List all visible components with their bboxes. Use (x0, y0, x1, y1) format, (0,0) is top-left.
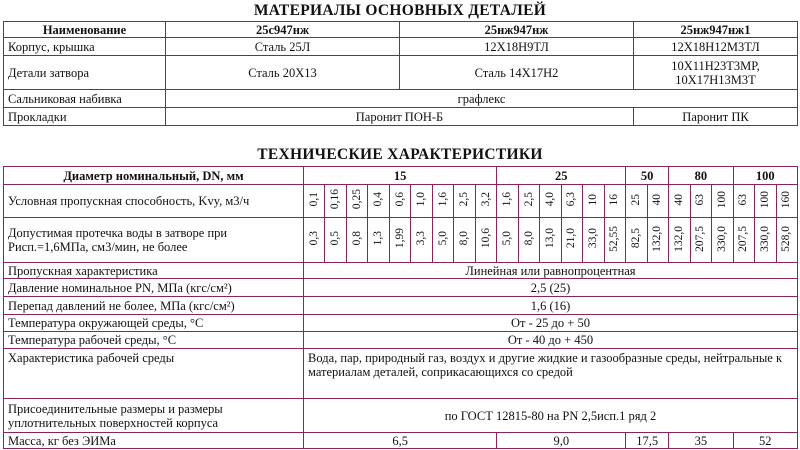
kvy-cell (432, 185, 453, 218)
kvy-cell (669, 185, 690, 218)
kvy-cell (583, 185, 604, 218)
kvy-cell (325, 185, 346, 218)
materials-title: МАТЕРИАЛЫ ОСНОВНЫХ ДЕТАЛЕЙ (253, 2, 547, 19)
leak-value: 207,5 (737, 225, 750, 252)
kvy-cell (368, 185, 389, 218)
materials-header-model-1: 25с947нж (166, 22, 400, 38)
leak-cell (432, 218, 453, 263)
leak-cell (604, 218, 626, 263)
leak-cell (755, 218, 776, 263)
kvy-cell (604, 185, 626, 218)
ambient-row (4, 315, 798, 332)
leak-cell (411, 218, 432, 263)
kvy-value: 10 (586, 193, 599, 206)
kvy-value: 4,0 (544, 192, 557, 207)
leak-value: 207,5 (694, 225, 707, 252)
drop-row (4, 297, 798, 315)
connection-row (4, 399, 798, 433)
dn-15: 15 (304, 167, 497, 185)
pressure-row (4, 279, 798, 297)
leak-value: 528,0 (780, 225, 793, 252)
row-label: Прокладки (4, 108, 166, 126)
kvy-cell (454, 185, 475, 218)
materials-row-trim (4, 56, 798, 90)
kvy-row (4, 185, 798, 218)
kvy-value: 1,6 (501, 192, 514, 207)
kvy-value: 0,1 (307, 192, 320, 207)
kvy-cell (755, 185, 776, 218)
kvy-cell (389, 185, 410, 218)
cell: Сталь 25Л (166, 38, 400, 56)
materials-row-packing (4, 90, 798, 108)
leak-cell (454, 218, 475, 263)
materials-header-model-3: 25нж947нж1 (634, 22, 798, 38)
row-label: Масса, кг без ЭИМа (4, 433, 304, 449)
leak-cell (475, 218, 497, 263)
kvy-cell (304, 185, 325, 218)
row-label: Давление номинальное PN, МПа (кгс/см²) (4, 279, 304, 297)
cell: графлекс (166, 90, 798, 108)
kvy-cell (411, 185, 432, 218)
kvy-cell (497, 185, 518, 218)
leak-cell (389, 218, 410, 263)
kvy-value: 16 (608, 193, 621, 206)
cell: Паронит ПОН-Б (166, 108, 634, 126)
leak-value: 8,0 (522, 231, 535, 246)
leak-value: 5,0 (501, 231, 514, 246)
kvy-cell (690, 185, 711, 218)
leak-cell (776, 218, 797, 263)
leak-cell (346, 218, 367, 263)
leak-row (4, 218, 798, 263)
kvy-cell (561, 185, 582, 218)
dn-label: Диаметр номинальный, DN, мм (4, 167, 304, 185)
kvy-value: 100 (758, 190, 771, 209)
dn-25: 25 (497, 167, 626, 185)
leak-value: 5,0 (436, 231, 449, 246)
kvy-value: 0,25 (350, 189, 363, 210)
leak-cell (669, 218, 690, 263)
leak-value: 1,3 (372, 231, 385, 246)
leak-value: 1,99 (393, 228, 406, 249)
leak-cell (325, 218, 346, 263)
dn-100: 100 (733, 167, 797, 185)
kvy-cell (475, 185, 497, 218)
leak-value: 10,6 (479, 228, 492, 249)
leak-value: 82,5 (629, 228, 642, 249)
leak-cell (690, 218, 711, 263)
kvy-value: 2,5 (522, 192, 535, 207)
materials-row-body (4, 38, 798, 56)
cell: От - 40 до + 450 (304, 332, 798, 349)
kvy-value: 63 (694, 193, 707, 206)
leak-value: 0,8 (350, 231, 363, 246)
kvy-cell (712, 185, 734, 218)
leak-value: 0,5 (329, 231, 342, 246)
leak-cell (368, 218, 389, 263)
row-label: Характеристика рабочей среды (4, 349, 304, 399)
row-label: Температура рабочей среды, °С (4, 332, 304, 349)
row-label: Корпус, крышка (4, 38, 166, 56)
cell: 12Х18Н12М3ТЛ (634, 38, 798, 56)
leak-cell (304, 218, 325, 263)
specs-title: ТЕХНИЧЕСКИЕ ХАРАКТЕРИСТИКИ (257, 146, 543, 163)
kvy-value: 6,3 (565, 192, 578, 207)
row-label: Детали затвора (4, 56, 166, 90)
kvy-value: 160 (780, 190, 793, 209)
characteristic-row (4, 263, 798, 279)
kvy-cell (540, 185, 561, 218)
kvy-cell (733, 185, 754, 218)
row-label: Допустимая протечка воды в затворе при Рисп.=1,6МПа, см3/мин, не более (4, 218, 304, 263)
materials-table (3, 21, 798, 126)
materials-row-gaskets (4, 108, 798, 126)
cell: 1,6 (16) (304, 297, 798, 315)
leak-cell (733, 218, 754, 263)
row-label: Температура окружающей среды, °С (4, 315, 304, 332)
leak-cell (712, 218, 734, 263)
dn-80: 80 (669, 167, 733, 185)
kvy-cell (518, 185, 539, 218)
cell: 12Х18Н9ТЛ (400, 38, 634, 56)
mass-row (4, 433, 798, 449)
kvy-cell (647, 185, 668, 218)
kvy-value: 2,5 (458, 192, 471, 207)
leak-cell (626, 218, 647, 263)
leak-cell (561, 218, 582, 263)
cell: по ГОСТ 12815-80 на PN 2,5исп.1 ряд 2 (304, 399, 798, 433)
kvy-cell (346, 185, 367, 218)
kvy-value: 100 (715, 190, 728, 209)
kvy-value: 63 (737, 193, 750, 206)
kvy-value: 40 (651, 193, 664, 206)
leak-value: 330,0 (715, 225, 728, 252)
mass-dn50: 17,5 (626, 433, 669, 449)
medium-temp-row (4, 332, 798, 349)
mass-dn80: 35 (669, 433, 733, 449)
kvy-cell (776, 185, 797, 218)
leak-value: 13,0 (544, 228, 557, 249)
leak-value: 330,0 (758, 225, 771, 252)
leak-value: 132,0 (651, 225, 664, 252)
leak-value: 0,3 (307, 231, 320, 246)
leak-cell (583, 218, 604, 263)
kvy-value: 25 (629, 193, 642, 206)
cell: Линейная или равнопроцентная (304, 263, 798, 279)
materials-header-name: Наименование (4, 22, 166, 38)
kvy-value: 3,2 (479, 192, 492, 207)
row-label: Перепад давлений не более, МПа (кгс/см²) (4, 297, 304, 315)
medium-row (4, 349, 798, 399)
leak-value: 132,0 (672, 225, 685, 252)
kvy-value: 40 (672, 193, 685, 206)
row-label: Сальниковая набивка (4, 90, 166, 108)
kvy-value: 0,4 (372, 192, 385, 207)
dn-row (4, 167, 798, 185)
leak-value: 21,0 (565, 228, 578, 249)
kvy-cell (626, 185, 647, 218)
row-label: Условная пропускная способность, Kvy, м3/ч (4, 185, 304, 218)
materials-header-model-2: 25нж947нж (400, 22, 634, 38)
specs-table (3, 166, 798, 449)
cell: Паронит ПК (634, 108, 798, 126)
mass-dn25: 9,0 (497, 433, 626, 449)
leak-cell (518, 218, 539, 263)
kvy-value: 1,6 (436, 192, 449, 207)
leak-value: 3,3 (415, 231, 428, 246)
mass-dn15: 6,5 (304, 433, 497, 449)
dn-50: 50 (626, 167, 669, 185)
leak-value: 33,0 (586, 228, 599, 249)
cell: От - 25 до + 50 (304, 315, 798, 332)
materials-header-row (4, 22, 798, 38)
leak-cell (540, 218, 561, 263)
leak-value: 8,0 (458, 231, 471, 246)
cell: Вода, пар, природный газ, воздух и другие жидкие и газообразные среды, нейтральные к материалам деталей, соприкасающихся со средой (304, 349, 798, 399)
row-label: Присоединительные размеры и размеры уплотнительных поверхностей корпуса (4, 399, 304, 433)
kvy-value: 1,0 (415, 192, 428, 207)
cell: 2,5 (25) (304, 279, 798, 297)
mass-dn100: 52 (733, 433, 797, 449)
row-label: Пропускная характеристика (4, 263, 304, 279)
cell: 10Х11Н23Т3МР, 10Х17Н13М3Т (634, 56, 798, 90)
kvy-value: 0,16 (329, 189, 342, 210)
cell: Сталь 14Х17Н2 (400, 56, 634, 90)
leak-cell (497, 218, 518, 263)
leak-value: 52,55 (608, 225, 621, 252)
kvy-value: 0,6 (393, 192, 406, 207)
leak-cell (647, 218, 668, 263)
cell: Сталь 20Х13 (166, 56, 400, 90)
